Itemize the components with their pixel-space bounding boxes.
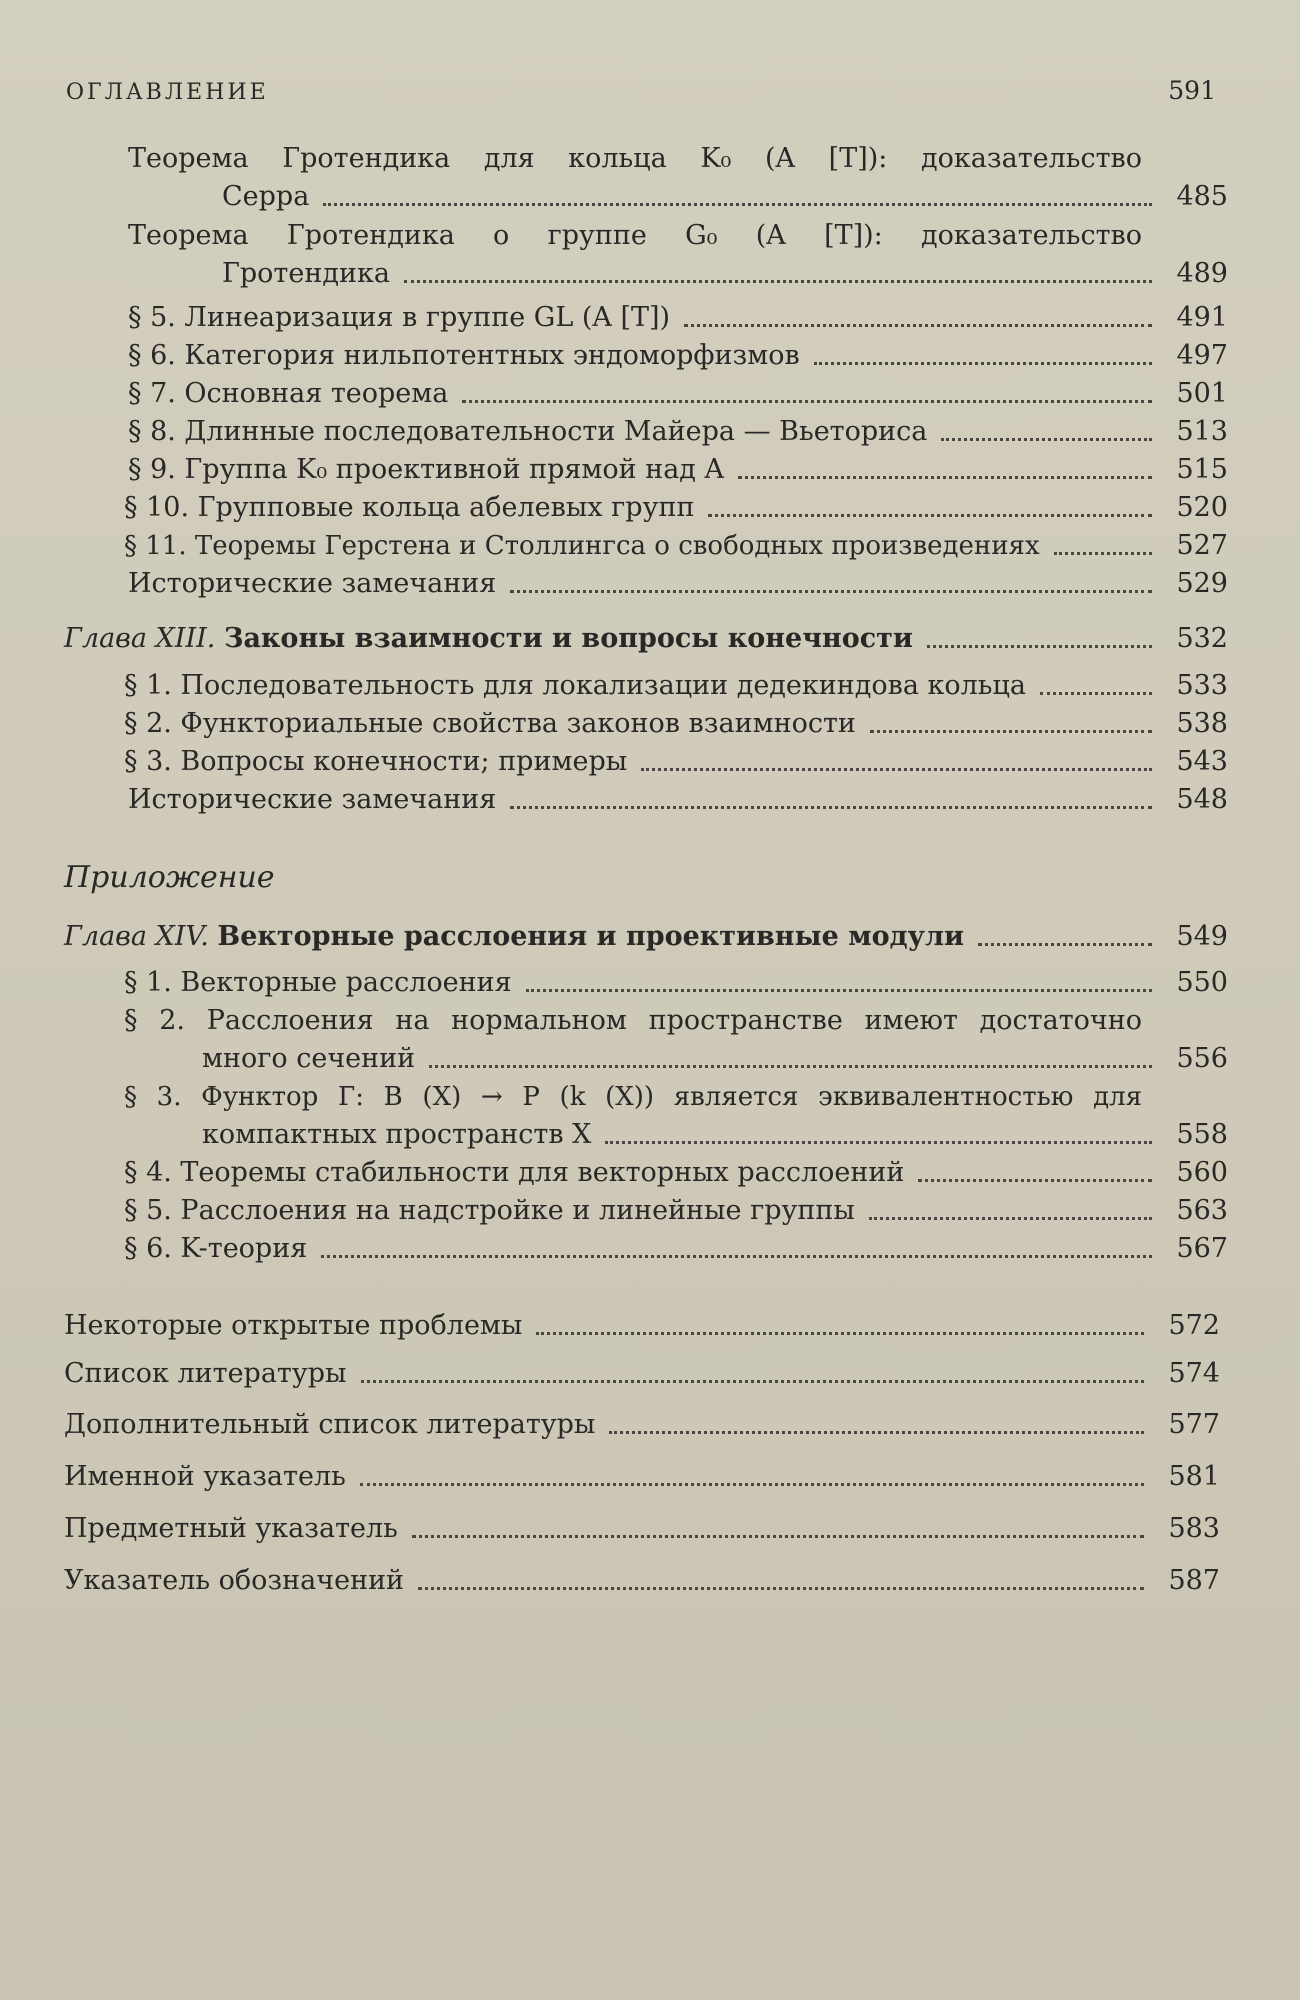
leader-dots [978,942,1152,946]
toc-entry-text: Исторические замечания [128,568,497,599]
toc-entry-s8[interactable] [128,413,1228,451]
toc-entry-text: § 6. Категория нильпотентных эндоморфизмов [128,340,800,371]
leader-dots [510,589,1152,593]
toc-entry-text: § 10. Групповые кольца абелевых групп [124,492,695,523]
toc-entry-s7[interactable] [128,375,1228,413]
toc-entry-line1: § 3. Функтор Г: B (X) → P (k (X)) является эквивалентностью для [124,1082,1142,1112]
toc-page-number: 513 [1176,416,1228,447]
toc-entry-additional-bibliography[interactable] [64,1406,1220,1444]
leader-dots [360,1482,1144,1486]
leader-dots [708,513,1152,517]
toc-page-number: 501 [1176,378,1228,409]
toc-page-number: 520 [1176,492,1228,523]
toc-entry-text: Некоторые открытые проблемы [64,1310,523,1341]
toc-page-number: 538 [1176,708,1228,739]
toc-entry-symbol-index[interactable] [64,1562,1220,1600]
chapter-title: Законы взаимности и вопросы конечности [223,623,913,654]
toc-entry-text: § 2. Функториальные свойства законов взаимности [124,708,856,739]
toc-entry-text: § 8. Длинные последовательности Майера — Вьеториса [128,416,928,447]
toc-page-number: 583 [1168,1513,1220,1544]
leader-dots [918,1178,1152,1182]
leader-dots [462,399,1152,403]
leader-dots [870,729,1152,733]
toc-entry-name-index[interactable] [64,1458,1220,1496]
toc-entry-c14s5[interactable] [124,1192,1228,1230]
toc-entry-text: § 6. K-теория [124,1233,308,1264]
leader-dots [323,202,1152,206]
leader-dots [429,1064,1152,1068]
leader-dots [641,767,1152,771]
leader-dots [605,1140,1152,1144]
toc-entry-c14s1[interactable] [124,964,1228,1002]
toc-page-number: 556 [1176,1043,1228,1074]
toc-entry-text: § 5. Расслоения на надстройке и линейные группы [124,1195,855,1226]
toc-entry-line1: Теорема Гротендика о группе G₀ (A [T]): доказательство [128,220,1142,251]
leader-dots [927,644,1152,648]
toc-page-number: 577 [1168,1409,1220,1440]
leader-dots [404,279,1152,283]
leader-dots [510,805,1152,809]
toc-entry-text: § 11. Теоремы Герстена и Столлингса о свободных произведениях [124,531,1040,561]
toc-entry-text: Указатель обозначений [64,1565,405,1596]
toc-entry-historical-notes-13[interactable] [128,781,1228,819]
leader-dots [1040,691,1152,695]
chapter-label: Глава XIII. [64,623,216,654]
leader-dots [738,475,1152,479]
toc-entry-c14s3[interactable] [124,1082,1228,1154]
leader-dots [536,1331,1144,1335]
toc-entry-c14s4[interactable] [124,1154,1228,1192]
toc-entry-text: § 1. Векторные расслоения [124,967,512,998]
toc-chapter-13[interactable] [64,620,1228,658]
toc-entry-c14s6[interactable] [124,1230,1228,1268]
toc-page-number: 543 [1176,746,1228,777]
header-title: ОГЛАВЛЕНИЕ [66,80,269,105]
toc-page-number: 527 [1176,530,1228,561]
toc-entry-text: Исторические замечания [128,784,497,815]
leader-dots [526,988,1152,992]
toc-entry-c13s1[interactable] [124,667,1228,705]
leader-dots [941,437,1152,441]
toc-entry-s6[interactable] [128,337,1228,375]
toc-entry-text: § 1. Последовательность для локализации дедекиндова кольца [124,670,1026,701]
chapter-title: Векторные расслоения и проективные модули [217,921,965,952]
toc-entry-s5[interactable] [128,299,1228,337]
chapter-label: Глава XIV. [64,921,209,952]
toc-page-number: 572 [1168,1310,1220,1341]
toc-entry-text: § 7. Основная теорема [128,378,449,409]
toc-page-number: 533 [1176,670,1228,701]
toc-page-number: 548 [1176,784,1228,815]
appendix-title: Приложение [64,860,275,895]
toc-entry-s3[interactable] [128,143,1228,216]
toc-entry-s4[interactable] [128,220,1228,293]
toc-page-number: 574 [1168,1358,1220,1389]
toc-chapter-text [64,620,913,658]
leader-dots [361,1379,1144,1383]
leader-dots [609,1430,1144,1434]
toc-page-number: 489 [1176,258,1228,289]
toc-chapter-text [64,918,964,956]
toc-entry-c13s2[interactable] [124,705,1228,743]
toc-page-number: 515 [1176,454,1228,485]
toc-entry-text: § 4. Теоремы стабильности для векторных расслоений [124,1157,905,1188]
toc-page-number: 581 [1168,1461,1220,1492]
toc-entry-line1: Теорема Гротендика для кольца K₀ (A [T]): доказательство [128,143,1142,174]
toc-entry-s9[interactable] [128,451,1228,489]
toc-entry-text: Предметный указатель [64,1513,398,1544]
toc-entry-text: § 5. Линеаризация в группе GL (A [T]) [128,302,671,333]
leader-dots [321,1254,1152,1258]
toc-page-number: 587 [1168,1565,1220,1596]
toc-entry-text: § 3. Вопросы конечности; примеры [124,746,628,777]
toc-entry-s11[interactable] [124,527,1228,565]
toc-chapter-14[interactable] [64,918,1228,956]
leader-dots [869,1216,1152,1220]
toc-entry-bibliography[interactable] [64,1355,1220,1393]
toc-page-number: 549 [1176,921,1228,952]
toc-entry-line2: Серра [222,181,310,212]
toc-entry-line2: компактных пространств X [202,1119,592,1150]
toc-entry-s10[interactable] [124,489,1228,527]
toc-page-number: 532 [1176,623,1228,654]
toc-page-number: 491 [1176,302,1228,333]
leader-dots [814,361,1152,365]
toc-entry-open-problems[interactable] [64,1307,1220,1345]
toc-entry-text: § 9. Группа K₀ проективной прямой над A [128,454,725,485]
toc-entry-line2: много сечений [202,1043,416,1074]
toc-entry-text: Список литературы [64,1358,347,1389]
toc-page-number: 550 [1176,967,1228,998]
leader-dots [684,323,1152,327]
toc-entry-line1: § 2. Расслоения на нормальном пространстве имеют достаточно [124,1005,1142,1036]
leader-dots [412,1534,1144,1538]
toc-page-number: 529 [1176,568,1228,599]
running-head [66,76,1216,105]
toc-entry-text: Дополнительный список литературы [64,1409,596,1440]
toc-page-number: 567 [1176,1233,1228,1264]
toc-entry-subject-index[interactable] [64,1510,1220,1548]
toc-page-number: 563 [1176,1195,1228,1226]
toc-page-number: 497 [1176,340,1228,371]
toc-entry-text: Именной указатель [64,1461,346,1492]
toc-entry-c13s3[interactable] [124,743,1228,781]
leader-dots [1054,551,1152,555]
toc-entry-line2: Гротендика [222,258,390,289]
toc-entry-c14s2[interactable] [124,1005,1228,1078]
toc-page-number: 560 [1176,1157,1228,1188]
toc-entry-historical-notes[interactable] [128,565,1228,603]
toc-page-number: 485 [1176,181,1228,212]
header-page-number: 591 [1168,76,1216,105]
leader-dots [418,1586,1144,1590]
toc-page-number: 558 [1176,1119,1228,1150]
